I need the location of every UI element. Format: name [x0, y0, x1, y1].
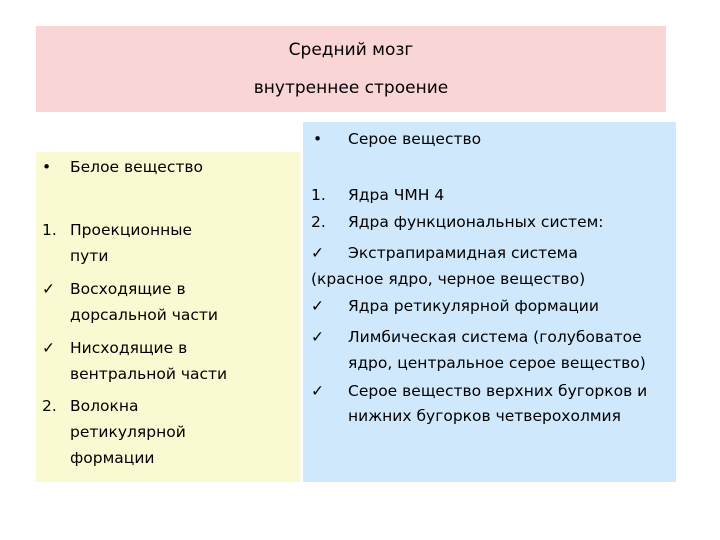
list-item-text: Проекционные	[70, 221, 193, 239]
check-icon: ✓	[311, 328, 324, 346]
check-icon: ✓	[311, 382, 324, 400]
list-marker: 1.	[311, 186, 326, 204]
check-icon: ✓	[311, 297, 324, 315]
list-item-text: (красное ядро, черное вещество)	[311, 270, 586, 288]
list-item-text: пути	[70, 247, 109, 265]
check-icon: ✓	[42, 280, 55, 298]
list-item-text: Ядра ретикулярной формации	[348, 297, 599, 315]
list-marker: 2.	[311, 213, 326, 231]
list-item-text: Волокна	[70, 397, 139, 415]
list-item-text: Ядра ЧМН 4	[348, 186, 445, 204]
list-item-text: дорсальной части	[70, 306, 218, 324]
list-item-text: нижних бугорков четверохолмия	[348, 407, 621, 425]
list-marker: 2.	[42, 397, 57, 415]
white-matter-heading: Белое вещество	[70, 158, 203, 176]
bullet-marker: •	[313, 130, 323, 148]
list-marker: 1.	[42, 221, 57, 239]
check-icon: ✓	[311, 244, 324, 262]
list-item-text: Восходящие в	[70, 280, 186, 298]
list-item-text: Нисходящие в	[70, 339, 188, 357]
list-item-text: вентральной части	[70, 365, 228, 383]
check-icon: ✓	[42, 339, 55, 357]
list-item-text: ретикулярной	[70, 423, 186, 441]
title-line-2: внутреннее строение	[253, 78, 449, 98]
list-item-text: Ядра функциональных систем:	[348, 213, 604, 231]
list-item-text: формации	[70, 449, 155, 467]
list-item-text: Экстрапирамидная система	[348, 244, 578, 262]
title-line-1: Средний мозг	[288, 40, 414, 60]
title-box	[36, 26, 666, 112]
list-item-text: Лимбическая система (голубоватое	[348, 328, 642, 346]
list-item-text: ядро, центральное серое вещество)	[348, 354, 646, 372]
gray-matter-heading: Серое вещество	[348, 130, 482, 148]
list-item-text: Серое вещество верхних бугорков и	[348, 382, 648, 400]
bullet-marker: •	[42, 158, 52, 176]
